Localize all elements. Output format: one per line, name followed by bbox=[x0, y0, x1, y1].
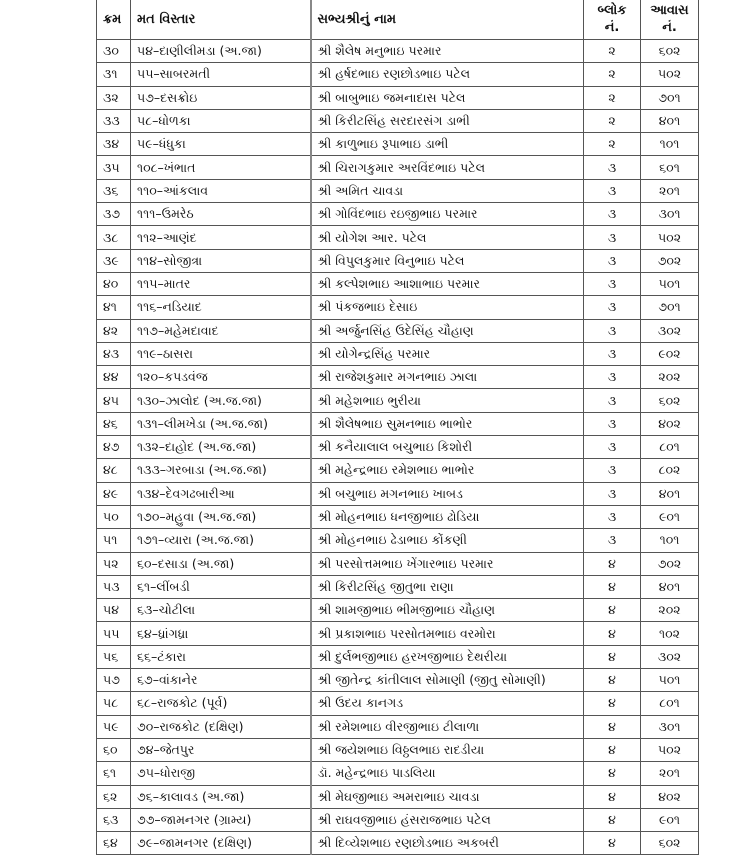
cell-member-name: શ્રી યોગેશ આર. પટેલ bbox=[311, 226, 584, 249]
cell-block-no: ૩ bbox=[584, 156, 641, 179]
cell-serial: ૩૯ bbox=[97, 249, 131, 272]
cell-member-name: શ્રી પ્રકાશભાઇ પરસોતમભાઇ વરમોરા bbox=[311, 622, 584, 645]
cell-serial: ૬૧ bbox=[97, 762, 131, 785]
cell-residence-no: ૯૦૧ bbox=[641, 505, 699, 528]
cell-residence-no: ૭૦૧ bbox=[641, 296, 699, 319]
cell-constituency: ૧૧૪–સોજીત્રા bbox=[131, 249, 311, 272]
cell-member-name: શ્રી અર્જુનસિંહ ઉદેસિંહ ચૌહાણ bbox=[311, 319, 584, 342]
cell-member-name: શ્રી જયેશભાઇ વિઠ્ઠલભાઇ રાદડીયા bbox=[311, 738, 584, 761]
cell-residence-no: ૩૦૧ bbox=[641, 203, 699, 226]
cell-block-no: ૪ bbox=[584, 552, 641, 575]
cell-member-name: શ્રી મહેન્દ્રભાઇ રમેશભાઇ ભાભોર bbox=[311, 459, 584, 482]
cell-residence-no: ૪૦૧ bbox=[641, 575, 699, 598]
table-row bbox=[97, 272, 699, 295]
cell-residence-no: ૮૦૨ bbox=[641, 459, 699, 482]
cell-constituency: ૧૨૦–કપડવંજ bbox=[131, 366, 311, 389]
cell-block-no: ૩ bbox=[584, 482, 641, 505]
table-row bbox=[97, 249, 699, 272]
cell-block-no: ૩ bbox=[584, 505, 641, 528]
cell-serial: ૫૭ bbox=[97, 669, 131, 692]
cell-constituency: ૭૬–કાલાવડ (અ.જા) bbox=[131, 785, 311, 808]
cell-member-name: શ્રી મહેશભાઇ ભુરીયા bbox=[311, 389, 584, 412]
table-row bbox=[97, 389, 699, 412]
header-serial: ક્રમ bbox=[97, 0, 131, 40]
cell-constituency: ૧૭૦–મહુવા (અ.જ.જા) bbox=[131, 505, 311, 528]
cell-constituency: ૧૧૦–આંકલાવ bbox=[131, 179, 311, 202]
cell-serial: ૫૪ bbox=[97, 599, 131, 622]
table-row bbox=[97, 715, 699, 738]
cell-serial: ૫૨ bbox=[97, 552, 131, 575]
cell-constituency: ૧૭૧–વ્યારા (અ.જ.જા) bbox=[131, 529, 311, 552]
cell-member-name: શ્રી દુર્લભજીભાઇ હરખજીભાઇ દેથરીયા bbox=[311, 645, 584, 668]
cell-serial: ૫૯ bbox=[97, 715, 131, 738]
cell-member-name: શ્રી કલ્પેશભાઇ આશાભાઇ પરમાર bbox=[311, 272, 584, 295]
cell-residence-no: ૧૦૧ bbox=[641, 529, 699, 552]
cell-residence-no: ૯૦૨ bbox=[641, 342, 699, 365]
cell-constituency: ૧૩૩–ગરબાડા (અ.જ.જા) bbox=[131, 459, 311, 482]
table-row bbox=[97, 133, 699, 156]
cell-serial: ૩૬ bbox=[97, 179, 131, 202]
cell-block-no: ૩ bbox=[584, 226, 641, 249]
cell-residence-no: ૨૦૧ bbox=[641, 762, 699, 785]
table-header-row bbox=[97, 0, 699, 40]
table-row bbox=[97, 319, 699, 342]
cell-residence-no: ૮૦૧ bbox=[641, 436, 699, 459]
cell-constituency: ૧૧૭–મહેમદાવાદ bbox=[131, 319, 311, 342]
cell-residence-no: ૪૦૨ bbox=[641, 412, 699, 435]
table-row bbox=[97, 645, 699, 668]
cell-constituency: ૧૧૧–ઉમરેઠ bbox=[131, 203, 311, 226]
cell-residence-no: ૩૦૧ bbox=[641, 715, 699, 738]
cell-block-no: ૩ bbox=[584, 319, 641, 342]
cell-constituency: ૭૯–જામનગર (દક્ષિણ) bbox=[131, 832, 311, 855]
header-residence-no-line1: આવાસ bbox=[650, 3, 689, 18]
cell-block-no: ૪ bbox=[584, 645, 641, 668]
table-row bbox=[97, 832, 699, 855]
table-row bbox=[97, 109, 699, 132]
cell-constituency: ૫૪–દાણીલીમડા (અ.જા) bbox=[131, 40, 311, 63]
cell-constituency: ૬૮–રાજકોટ (પૂર્વ) bbox=[131, 692, 311, 715]
cell-member-name: શ્રી યોગેન્દ્રસિંહ પરમાર bbox=[311, 342, 584, 365]
table-row bbox=[97, 738, 699, 761]
table-row bbox=[97, 529, 699, 552]
table-row bbox=[97, 669, 699, 692]
cell-block-no: ૩ bbox=[584, 342, 641, 365]
cell-block-no: ૪ bbox=[584, 808, 641, 831]
cell-serial: ૩૮ bbox=[97, 226, 131, 249]
cell-block-no: ૨ bbox=[584, 63, 641, 86]
cell-constituency: ૭૫–ધોરાજી bbox=[131, 762, 311, 785]
cell-serial: ૪૦ bbox=[97, 272, 131, 295]
cell-block-no: ૩ bbox=[584, 203, 641, 226]
cell-constituency: ૭૦–રાજકોટ (દક્ષિણ) bbox=[131, 715, 311, 738]
cell-block-no: ૪ bbox=[584, 785, 641, 808]
cell-constituency: ૬૭–વાંકાનેર bbox=[131, 669, 311, 692]
cell-member-name: શ્રી મેઘજીભાઇ અમરાભાઇ ચાવડા bbox=[311, 785, 584, 808]
cell-serial: ૫૦ bbox=[97, 505, 131, 528]
cell-constituency: ૬૬–ટંકારા bbox=[131, 645, 311, 668]
table-row bbox=[97, 436, 699, 459]
cell-serial: ૪૪ bbox=[97, 366, 131, 389]
cell-residence-no: ૪૦૧ bbox=[641, 482, 699, 505]
cell-constituency: ૭૭–જામનગર (ગ્રામ્ય) bbox=[131, 808, 311, 831]
cell-serial: ૬૩ bbox=[97, 808, 131, 831]
cell-residence-no: ૬૦૧ bbox=[641, 156, 699, 179]
cell-constituency: ૬૩–ચોટીલા bbox=[131, 599, 311, 622]
table-row bbox=[97, 203, 699, 226]
table-row bbox=[97, 785, 699, 808]
cell-block-no: ૨ bbox=[584, 133, 641, 156]
table-row bbox=[97, 599, 699, 622]
table-row bbox=[97, 552, 699, 575]
cell-serial: ૩૧ bbox=[97, 63, 131, 86]
cell-constituency: ૫૯–ધંધુકા bbox=[131, 133, 311, 156]
cell-block-no: ૩ bbox=[584, 272, 641, 295]
cell-block-no: ૨ bbox=[584, 86, 641, 109]
cell-block-no: ૪ bbox=[584, 832, 641, 855]
cell-constituency: ૭૪–જેતપુર bbox=[131, 738, 311, 761]
cell-serial: ૪૫ bbox=[97, 389, 131, 412]
cell-residence-no: ૨૦૨ bbox=[641, 366, 699, 389]
cell-block-no: ૩ bbox=[584, 412, 641, 435]
cell-residence-no: ૪૦૨ bbox=[641, 785, 699, 808]
cell-member-name: શ્રી ગોવિંદભાઇ રઇજીભાઇ પરમાર bbox=[311, 203, 584, 226]
cell-member-name: શ્રી ઉદય કાનગડ bbox=[311, 692, 584, 715]
cell-residence-no: ૮૦૧ bbox=[641, 692, 699, 715]
cell-member-name: શ્રી બચુભાઇ મગનભાઇ ખાબડ bbox=[311, 482, 584, 505]
cell-serial: ૬૦ bbox=[97, 738, 131, 761]
cell-serial: ૫૫ bbox=[97, 622, 131, 645]
cell-block-no: ૩ bbox=[584, 389, 641, 412]
table-row bbox=[97, 40, 699, 63]
cell-block-no: ૪ bbox=[584, 669, 641, 692]
table-body bbox=[97, 40, 699, 855]
table-row bbox=[97, 505, 699, 528]
table-row bbox=[97, 622, 699, 645]
cell-constituency: ૫૫–સાબરમતી bbox=[131, 63, 311, 86]
cell-residence-no: ૫૦૨ bbox=[641, 738, 699, 761]
cell-serial: ૫૮ bbox=[97, 692, 131, 715]
cell-serial: ૪૯ bbox=[97, 482, 131, 505]
cell-serial: ૩૪ bbox=[97, 133, 131, 156]
cell-constituency: ૧૧૬–નડિયાદ bbox=[131, 296, 311, 319]
cell-serial: ૩૩ bbox=[97, 109, 131, 132]
table-row bbox=[97, 412, 699, 435]
table-row bbox=[97, 342, 699, 365]
cell-serial: ૫૩ bbox=[97, 575, 131, 598]
table-row bbox=[97, 366, 699, 389]
cell-block-no: ૩ bbox=[584, 436, 641, 459]
cell-residence-no: ૩૦૨ bbox=[641, 645, 699, 668]
cell-member-name: શ્રી દિવ્યેશભાઇ રણછોડભાઇ અકબરી bbox=[311, 832, 584, 855]
cell-member-name: શ્રી રાજેશકુમાર મગનભાઇ ઝાલા bbox=[311, 366, 584, 389]
cell-constituency: ૧૦૮–ખંભાત bbox=[131, 156, 311, 179]
cell-block-no: ૪ bbox=[584, 622, 641, 645]
cell-block-no: ૪ bbox=[584, 575, 641, 598]
cell-block-no: ૩ bbox=[584, 366, 641, 389]
cell-block-no: ૩ bbox=[584, 459, 641, 482]
cell-constituency: ૧૧૫–માતર bbox=[131, 272, 311, 295]
header-constituency: મત વિસ્તાર bbox=[131, 0, 311, 40]
cell-constituency: ૫૮–ધોળકા bbox=[131, 109, 311, 132]
cell-member-name: શ્રી કિરીટસિંહ જીતુભા રાણા bbox=[311, 575, 584, 598]
cell-serial: ૪૧ bbox=[97, 296, 131, 319]
cell-member-name: ડૉ. મહેન્દ્રભાઇ પાડલિયા bbox=[311, 762, 584, 785]
cell-member-name: શ્રી બાબુભાઇ જમનાદાસ પટેલ bbox=[311, 86, 584, 109]
cell-residence-no: ૫૦૧ bbox=[641, 669, 699, 692]
cell-member-name: શ્રી કિરીટસિંહ સરદારસંગ ડાભી bbox=[311, 109, 584, 132]
cell-member-name: શ્રી શામજીભાઇ ભીમજીભાઇ ચૌહાણ bbox=[311, 599, 584, 622]
cell-serial: ૬૨ bbox=[97, 785, 131, 808]
cell-block-no: ૨ bbox=[584, 40, 641, 63]
cell-residence-no: ૬૦૨ bbox=[641, 40, 699, 63]
cell-residence-no: ૨૦૨ bbox=[641, 599, 699, 622]
table-row bbox=[97, 179, 699, 202]
cell-member-name: શ્રી શૈલેષ મનુભાઇ પરમાર bbox=[311, 40, 584, 63]
cell-residence-no: ૭૦૧ bbox=[641, 86, 699, 109]
table-row bbox=[97, 86, 699, 109]
cell-residence-no: ૧૦૧ bbox=[641, 133, 699, 156]
cell-residence-no: ૯૦૧ bbox=[641, 808, 699, 831]
cell-constituency: ૧૧૨–આણંદ bbox=[131, 226, 311, 249]
cell-residence-no: ૬૦૨ bbox=[641, 832, 699, 855]
cell-constituency: ૬૧–લીંબડી bbox=[131, 575, 311, 598]
cell-residence-no: ૬૦૨ bbox=[641, 389, 699, 412]
cell-member-name: શ્રી જીતેન્દ્ર કાંતીલાલ સોમાણી (જીતુ સોમાણી) bbox=[311, 669, 584, 692]
cell-residence-no: ૭૦૨ bbox=[641, 249, 699, 272]
cell-constituency: ૫૭–દસક્રોઇ bbox=[131, 86, 311, 109]
cell-residence-no: ૫૦૨ bbox=[641, 226, 699, 249]
header-block-no bbox=[584, 0, 641, 40]
header-residence-no-line2: નં. bbox=[662, 20, 677, 35]
cell-constituency: ૧૧૯–ઠાસરા bbox=[131, 342, 311, 365]
cell-serial: ૪૮ bbox=[97, 459, 131, 482]
cell-serial: ૫૧ bbox=[97, 529, 131, 552]
cell-block-no: ૩ bbox=[584, 179, 641, 202]
cell-residence-no: ૩૦૨ bbox=[641, 319, 699, 342]
cell-residence-no: ૭૦૨ bbox=[641, 552, 699, 575]
cell-constituency: ૬૪–ધ્રાંગધ્રા bbox=[131, 622, 311, 645]
cell-constituency: ૧૩૪–દેવગઢબારીઆ bbox=[131, 482, 311, 505]
cell-block-no: ૩ bbox=[584, 296, 641, 319]
table-row bbox=[97, 63, 699, 86]
cell-residence-no: ૨૦૧ bbox=[641, 179, 699, 202]
cell-serial: ૩૫ bbox=[97, 156, 131, 179]
table-row bbox=[97, 296, 699, 319]
cell-constituency: ૧૩૨–દાહોદ (અ.જ.જા) bbox=[131, 436, 311, 459]
cell-member-name: શ્રી વિપુલકુમાર વિનુભાઇ પટેલ bbox=[311, 249, 584, 272]
cell-member-name: શ્રી પરસોત્તમભાઇ ખેંગારભાઇ પરમાર bbox=[311, 552, 584, 575]
header-member-name: સભ્યશ્રીનું નામ bbox=[311, 0, 584, 40]
cell-block-no: ૪ bbox=[584, 738, 641, 761]
cell-block-no: ૨ bbox=[584, 109, 641, 132]
table-row bbox=[97, 482, 699, 505]
cell-member-name: શ્રી અમિત ચાવડા bbox=[311, 179, 584, 202]
cell-constituency: ૧૩૧–લીમખેડા (અ.જ.જા) bbox=[131, 412, 311, 435]
header-block-no-line2: નં. bbox=[604, 20, 620, 35]
table-row bbox=[97, 692, 699, 715]
cell-member-name: શ્રી પંકજભાઇ દેસાઇ bbox=[311, 296, 584, 319]
cell-block-no: ૪ bbox=[584, 599, 641, 622]
cell-member-name: શ્રી કનૈયાલાલ બચુભાઇ કિશોરી bbox=[311, 436, 584, 459]
cell-serial: ૪૩ bbox=[97, 342, 131, 365]
cell-block-no: ૩ bbox=[584, 249, 641, 272]
table-row bbox=[97, 575, 699, 598]
header-block-no-line1: બ્લોક bbox=[597, 3, 627, 18]
cell-residence-no: ૪૦૧ bbox=[641, 109, 699, 132]
table-row bbox=[97, 808, 699, 831]
cell-serial: ૩૭ bbox=[97, 203, 131, 226]
table-row bbox=[97, 459, 699, 482]
cell-block-no: ૩ bbox=[584, 529, 641, 552]
cell-residence-no: ૫૦૧ bbox=[641, 272, 699, 295]
cell-serial: ૪૬ bbox=[97, 412, 131, 435]
cell-block-no: ૪ bbox=[584, 692, 641, 715]
cell-member-name: શ્રી હર્ષદભાઇ રણછોડભાઇ પટેલ bbox=[311, 63, 584, 86]
header-residence-no bbox=[641, 0, 699, 40]
cell-serial: ૪૭ bbox=[97, 436, 131, 459]
cell-serial: ૫૬ bbox=[97, 645, 131, 668]
cell-member-name: શ્રી રમેશભાઇ વીરજીભાઇ ટીલાળા bbox=[311, 715, 584, 738]
cell-residence-no: ૫૦૨ bbox=[641, 63, 699, 86]
cell-member-name: શ્રી શૈલેષભાઇ સુમનભાઇ ભાભોર bbox=[311, 412, 584, 435]
residence-allocation-table bbox=[96, 0, 699, 855]
cell-constituency: ૬૦–દસાડા (અ.જા) bbox=[131, 552, 311, 575]
cell-serial: ૩૦ bbox=[97, 40, 131, 63]
cell-member-name: શ્રી મોહનભાઇ ધનજીભાઇ ઢોડિયા bbox=[311, 505, 584, 528]
cell-residence-no: ૧૦૨ bbox=[641, 622, 699, 645]
table-row bbox=[97, 762, 699, 785]
cell-member-name: શ્રી ચિરાગકુમાર અરવિંદભાઇ પટેલ bbox=[311, 156, 584, 179]
cell-member-name: શ્રી કાળુભાઇ રૂપાભાઇ ડાભી bbox=[311, 133, 584, 156]
cell-constituency: ૧૩૦–ઝાલોદ (અ.જ.જા) bbox=[131, 389, 311, 412]
cell-member-name: શ્રી રાઘવજીભાઇ હંસરાજભાઇ પટેલ bbox=[311, 808, 584, 831]
cell-serial: ૬૪ bbox=[97, 832, 131, 855]
cell-block-no: ૪ bbox=[584, 715, 641, 738]
cell-block-no: ૪ bbox=[584, 762, 641, 785]
cell-serial: ૩૨ bbox=[97, 86, 131, 109]
table-row bbox=[97, 156, 699, 179]
cell-serial: ૪૨ bbox=[97, 319, 131, 342]
cell-member-name: શ્રી મોહનભાઇ ઢેડાભાઇ કોંકણી bbox=[311, 529, 584, 552]
table-row bbox=[97, 226, 699, 249]
